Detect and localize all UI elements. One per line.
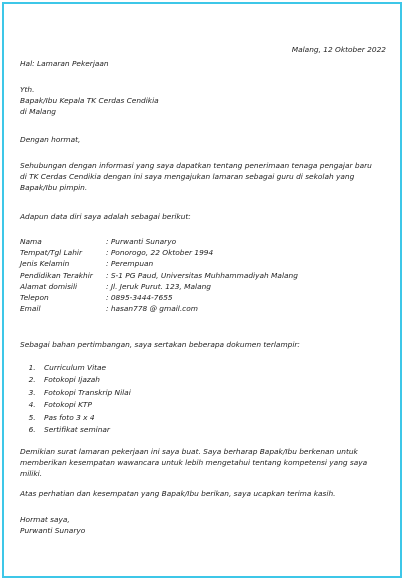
data-row xyxy=(20,281,390,292)
data-row xyxy=(20,303,390,314)
data-value: : Purwanti Sunaryo xyxy=(106,237,177,246)
data-value: : S-1 PG Paud, Universitas Muhhammadiyah Malang xyxy=(106,270,298,280)
letter-date: Malang, 12 Oktober 2022 xyxy=(291,45,386,54)
data-label: Nama xyxy=(20,237,42,246)
personal-data-table xyxy=(20,236,390,314)
data-row xyxy=(20,236,390,247)
recipient-place: di Malang xyxy=(20,107,56,117)
data-value: : Ponorogo, 22 Oktober 1994 xyxy=(106,248,214,258)
data-row xyxy=(20,270,390,281)
list-item: 2. Fotokopi Ijazah xyxy=(38,374,390,386)
data-row xyxy=(20,292,390,303)
data-label: Jenis Kelamin xyxy=(20,259,70,269)
signoff: Hormat saya, xyxy=(20,515,70,524)
list-item: 4. Fotokopi KTP xyxy=(38,399,390,411)
list-item: 5. Pas foto 3 x 4 xyxy=(38,412,390,424)
documents-intro: Sebagai bahan pertimbangan, saya sertakan beberapa dokumen terlampir: xyxy=(20,340,300,349)
greeting: Dengan hormat, xyxy=(20,135,81,144)
letter-page xyxy=(2,2,402,578)
thanks-paragraph: Atas perhatian dan kesempatan yang Bapak/Ibu berikan, saya ucapkan terima kasih. xyxy=(20,489,336,498)
letter-subject: Hal: Lamaran Pekerjaan xyxy=(20,59,109,68)
recipient-salutation: Yth. xyxy=(20,85,35,94)
signoff-block xyxy=(20,514,390,536)
closing-paragraph: Demikian surat lamaran pekerjaan ini saya buat. Saya berharap Bapak/Ibu berkenan untuk memberikan kesempatan wawancara untuk lebih mengetahui tentang kompetensi yang saya miliki. xyxy=(20,447,368,479)
recipient-name: Bapak/Ibu Kepala TK Cerdas Cendikia xyxy=(20,96,159,106)
data-label: Telepon xyxy=(20,293,49,303)
data-value: : hasan778 @ gmail.com xyxy=(106,304,198,314)
documents-list xyxy=(20,362,390,436)
data-label: Pendidikan Terakhir xyxy=(20,270,93,280)
list-item: 6. Sertifikat seminar xyxy=(38,424,390,436)
data-row xyxy=(20,247,390,258)
data-intro: Adapun data diri saya adalah sebagai berikut: xyxy=(20,212,191,221)
data-value: : Jl. Jeruk Purut. 123, Malang xyxy=(106,281,211,291)
intro-paragraph: Sehubungan dengan informasi yang saya dapatkan tentang penerimaan tenaga pengajar baru di TK Cerdas Cendikia dengan ini saya mengajukan lamaran sebagai guru di sekolah yang Bapak/Ibu pimpin. xyxy=(20,161,372,193)
recipient-block xyxy=(20,84,390,118)
data-row xyxy=(20,258,390,269)
list-item: 1. Curriculum Vitae xyxy=(38,362,390,374)
data-label: Tempat/Tgl Lahir xyxy=(20,248,82,258)
data-label: Email xyxy=(20,304,41,314)
data-value: : Perempuan xyxy=(106,259,154,269)
documents-list-wrap xyxy=(20,362,390,436)
list-item: 3. Fotokopi Transkrip Nilai xyxy=(38,387,390,399)
signature-name: Purwanti Sunaryo xyxy=(20,526,86,536)
data-value: : 0895-3444-7655 xyxy=(106,293,173,303)
data-label: Alamat domisili xyxy=(20,281,78,291)
